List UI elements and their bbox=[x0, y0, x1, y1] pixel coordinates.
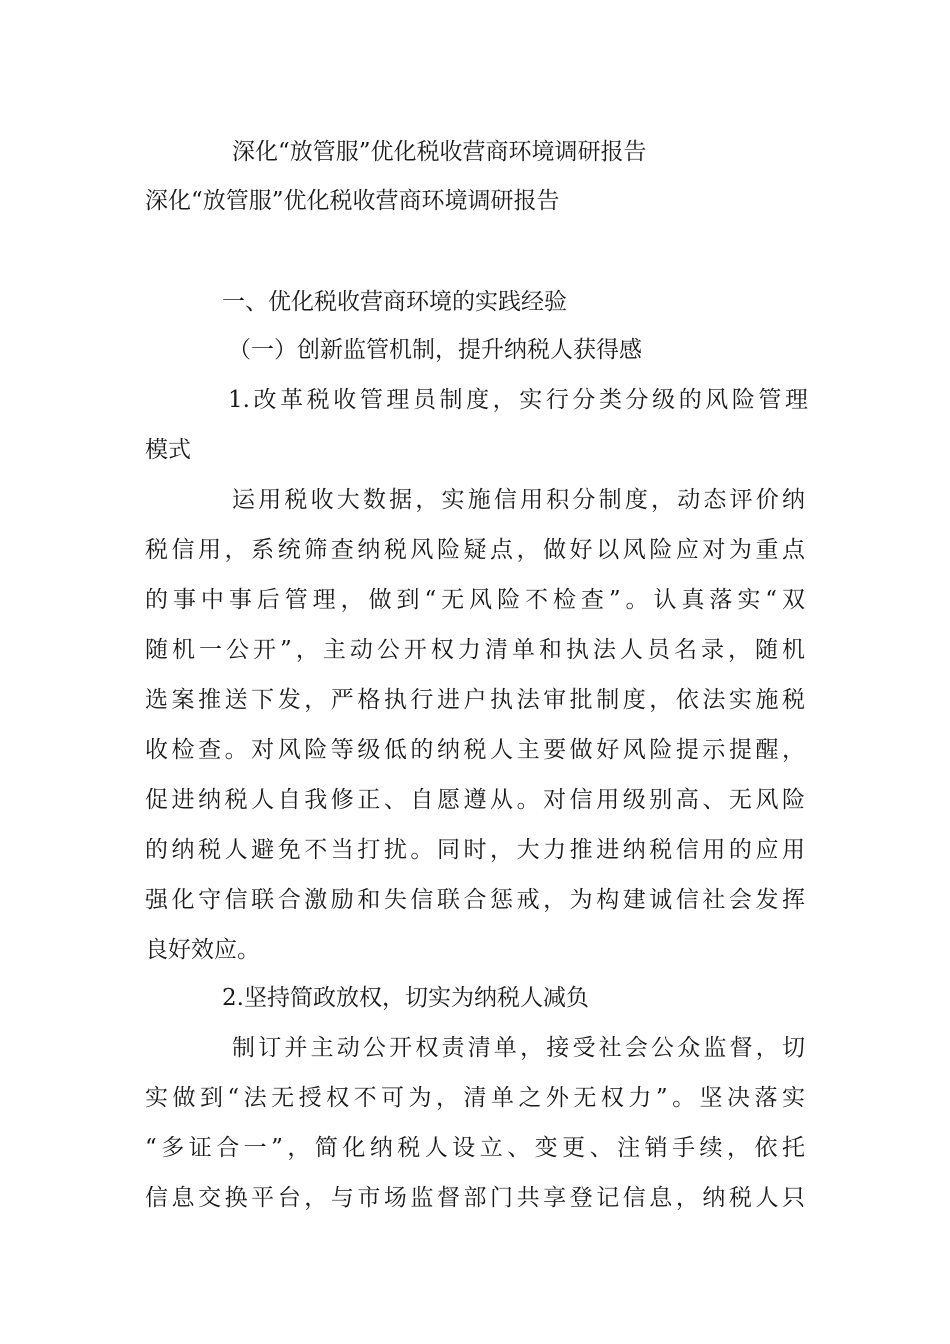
paragraph-line: 运用税收大数据，实施信用积分制度，动态评价纳 bbox=[232, 487, 805, 513]
paragraph-line: 税信用，系统筛查纳税风险疑点，做好以风险应对为重点 bbox=[145, 537, 805, 563]
paragraph-line: 良好效应。 bbox=[145, 937, 260, 963]
item-heading: 1.改革税收管理员制度，实行分类分级的风险管理 bbox=[228, 387, 808, 413]
document-title: 深化“放管服”优化税收营商环境调研报告 bbox=[232, 139, 647, 165]
paragraph-line: 强化守信联合激励和失信联合惩戒，为构建诚信社会发挥 bbox=[145, 887, 805, 913]
paragraph-line: 选案推送下发，严格执行进户执法审批制度，依法实施税 bbox=[145, 687, 805, 713]
section-heading: 一、优化税收营商环境的实践经验 bbox=[222, 289, 567, 315]
paragraph-line: 信息交换平台，与市场监督部门共享登记信息，纳税人只 bbox=[145, 1185, 805, 1211]
paragraph-line: 制订并主动公开权责清单，接受社会公众监督，切 bbox=[232, 1035, 805, 1061]
paragraph-line: “多证合一”，简化纳税人设立、变更、注销手续，依托 bbox=[145, 1135, 805, 1161]
subsection-heading: （一）创新监管机制，提升纳税人获得感 bbox=[228, 337, 642, 363]
paragraph-line: 随机一公开”，主动公开权力清单和执法人员名录，随机 bbox=[145, 637, 805, 663]
paragraph-line: 收检查。对风险等级低的纳税人主要做好风险提示提醒， bbox=[145, 737, 805, 763]
item-heading-continued: 模式 bbox=[145, 437, 191, 463]
paragraph-line: 的事中事后管理，做到“无风险不检查”。认真落实“双 bbox=[145, 587, 805, 613]
item-heading: 2.坚持简政放权，切实为纳税人减负 bbox=[222, 985, 589, 1011]
document-title-repeat: 深化“放管服”优化税收营商环境调研报告 bbox=[145, 188, 560, 214]
paragraph-line: 的纳税人避免不当打扰。同时，大力推进纳税信用的应用 bbox=[145, 837, 805, 863]
paragraph-line: 实做到“法无授权不可为，清单之外无权力”。坚决落实 bbox=[145, 1085, 805, 1111]
paragraph-line: 促进纳税人自我修正、自愿遵从。对信用级别高、无风险 bbox=[145, 787, 805, 813]
